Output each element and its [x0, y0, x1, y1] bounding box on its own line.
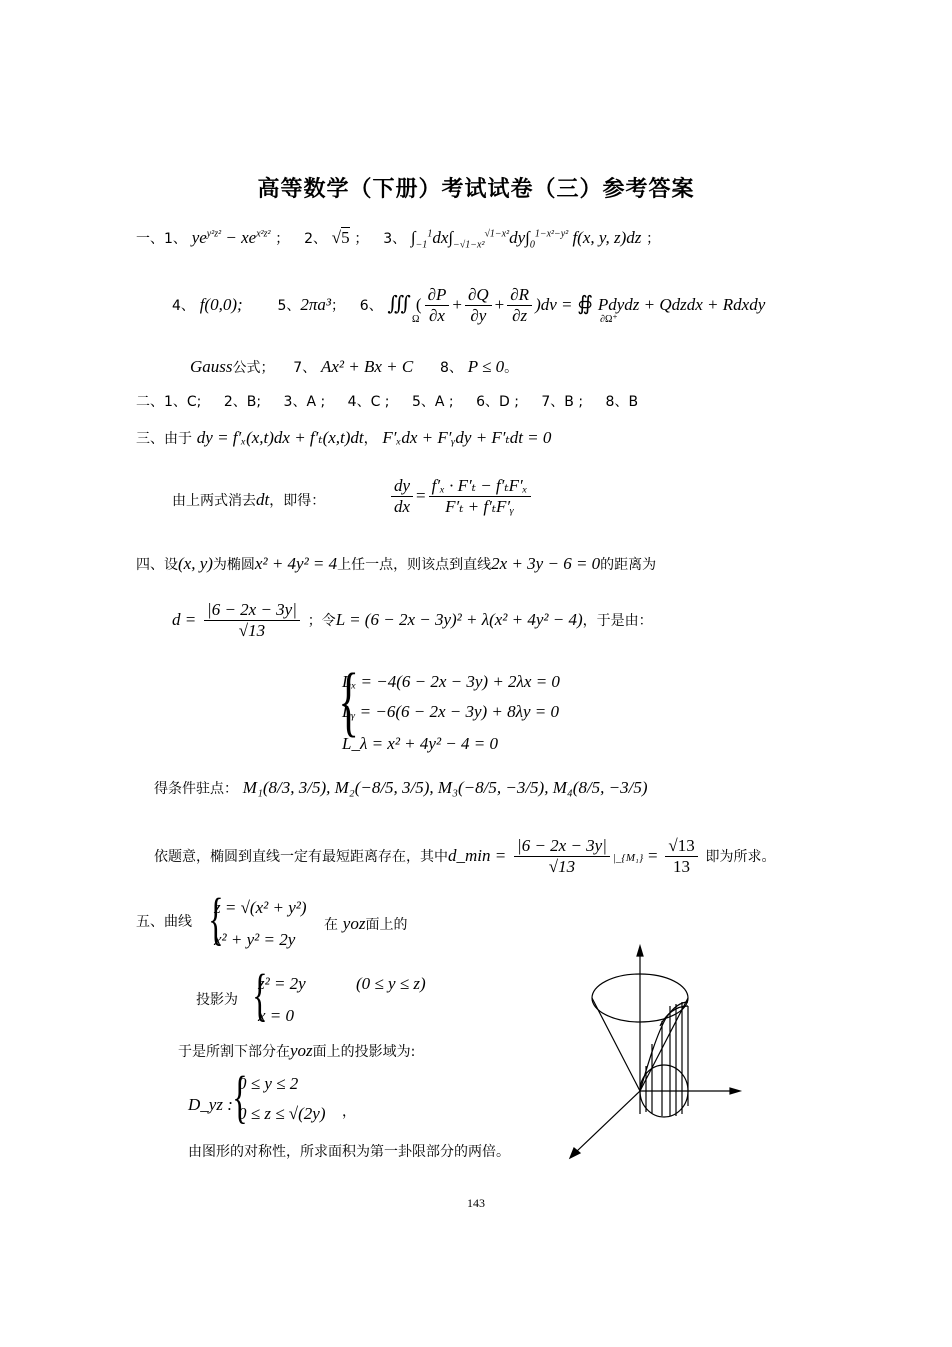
stationary-points-list: M₁(8/3, 3/5), M₂(−8/5, 3/5), M₃(−8/5, −3/5), M₄(8/5, −3/5) — [242, 778, 648, 797]
cone-edge — [640, 998, 688, 1091]
answer4-expression: f(0,0); — [199, 294, 243, 314]
curve-brace-icon: { — [208, 886, 224, 951]
system-brace-icon: { — [338, 657, 360, 744]
distance-formula: d = $\frac{|6 - 2x - 3y|}{√13}$ ；令L = (6 − 2x − 3y)² + λ(x² + 4y² − 4)，于是由： — [172, 600, 653, 641]
total-differential-F: F′ₓdx + F′ᵧdy + F′ₜdt = 0 — [382, 428, 552, 447]
answer1-expression: $ye^{y^2z^2} - xe^{x^2z^2}$ — [191, 228, 271, 247]
page-title: 高等数学（下册）考试试卷（三）参考答案 — [257, 177, 695, 202]
section1-line2: 4、 f(0,0); 5、2πa³； 6、 ∭ ( $\frac{\partial P}{\partial x}$ + $\frac{\partial Q}{\partial y}$ + $\frac{\partial R}{\partial z}$ )dv = ∯ Pdydz + Qdzdx + Rdxdy — [172, 285, 766, 326]
section1-line3: Gauss公式； 7、 Ax² + Bx + C 8、 P ≤ 0。 — [190, 357, 519, 376]
section3-line2: 由上两式消去dt，即得： — [172, 490, 326, 509]
domain-label: D_yz : — [188, 1095, 233, 1114]
x-axis — [576, 1091, 640, 1152]
cone-cylinder-figure — [560, 936, 760, 1166]
choice-answer: 3、A ; — [283, 394, 326, 410]
section3-line1: 三、由于 dy = f′ₓ(x,t)dx + f′ₜ(x,t)dt， F′ₓdx + F′ᵧdy + F′ₜdt = 0 — [136, 428, 552, 447]
section1-line1: 一、1、 $ye^{y^2z^2} - xe^{x^2z^2}$ ； 2、 √5 ； 3、 $\int_{-1}^1dx\int_{-√1-x^2}^{√1-x^2}dy\int_0^{1-x^2-y^2}$ f(x, y, z)dz ； — [136, 228, 661, 251]
projection-brace-icon: { — [252, 962, 268, 1027]
surface-integral-icon: ∯ — [577, 292, 594, 315]
choice-answer: 6、D ; — [476, 394, 519, 410]
section5-label: 五、曲线 — [136, 914, 192, 930]
answer2-expression: √5 — [331, 228, 350, 247]
projection-label: 投影为 — [196, 992, 238, 1008]
line-equation: 2x + 3y − 6 = 0 — [491, 554, 601, 573]
section1-label: 一、1、 — [136, 231, 187, 247]
answer3-expression: $\int_{-1}^1dx\int_{-√1-x^2}^{√1-x^2}dy\int_0^{1-x^2-y^2}$ f(x, y, z)dz — [410, 228, 642, 251]
symmetry-text: 由图形的对称性，所求面积为第一卦限部分的两倍。 — [188, 1144, 510, 1160]
lagrange-function: L = (6 − 2x − 3y)² + λ(x² + 4y² − 4) — [335, 609, 583, 629]
section5-plane-text: 在 yoz面上的 — [324, 914, 408, 933]
system-equation: Lᵧ = −6(6 − 2x − 3y) + 8λy = 0 — [342, 702, 560, 721]
choice-answer: 7、B ; — [541, 394, 584, 410]
answer8-expression: P ≤ 0 — [467, 357, 505, 376]
answer5-expression: 2πa³ — [300, 294, 331, 314]
choice-answer: 2、B; — [223, 394, 262, 410]
section4-conclusion: 依题意，椭圆到直线一定有最短距离存在，其中d_min = $\frac{|6 - 2x - 3y|}{√13}$ |_{M₁} = $\frac{√13}{13}$ 即为所求。 — [154, 836, 776, 877]
section4-intro: 四、设(x, y)为椭圆x² + 4y² = 4上任一点，则该点到直线2x + 3y − 6 = 0的距离为 — [136, 554, 657, 573]
z-axis-arrow-icon — [637, 946, 643, 956]
answer6-rhs: Pdydz + Qdzdx + Rdxdy — [597, 294, 766, 314]
choice-answer: 4、C ; — [347, 394, 390, 410]
section3-result: $\frac{dy}{dx}$ = $\frac{\text{f′ₓ · F′ₜ − f′ₜF′ₓ}}{\text{F′ₜ + f′ₜF′ᵧ}}$ — [388, 476, 534, 518]
triple-integral-icon: ∭ — [387, 292, 412, 315]
ellipse-equation: x² + 4y² = 4 — [254, 554, 338, 573]
projection-domain-text: 于是所割下部分在yoz面上的投影域为: — [178, 1041, 416, 1060]
domega-subscript: ∂Ω⁺ — [600, 314, 618, 325]
choice-answer: 5、A ; — [411, 394, 454, 410]
answer7-expression: Ax² + Bx + C — [321, 357, 414, 376]
omega-subscript: Ω — [412, 314, 420, 325]
section2-line: 二、1、C; 2、B; 3、A ; 4、C ; 5、A ; 6、D ; 7、B ; 8、B — [136, 394, 639, 410]
system-equation: Lₓ = −4(6 − 2x − 3y) + 2λx = 0 — [342, 672, 560, 691]
page-number: 143 — [467, 1196, 485, 1210]
choice-answer: 1、C; — [164, 394, 202, 410]
cone-edge — [592, 998, 640, 1091]
system-equation: L_λ = x² + 4y² − 4 = 0 — [342, 734, 498, 753]
choice-answer: 8、B — [605, 394, 639, 410]
stationary-points: 得条件驻点： M₁(8/3, 3/5), M₂(−8/5, 3/5), M₃(−8/5, −3/5), M₄(8/5, −3/5) — [154, 778, 648, 797]
document-page: 高等数学（下册）考试试卷（三）参考答案 一、1、 $ye^{y^2z^2} - xe^{x^2z^2}$ ； 2、 √5 ； 3、 $\int_{-1}^1dx\int_{-√1-x^2}^{√1-x^2}dy\int_0^{1-x^2-y^2}$ f(x, y, z)dz ； 4、 f(0,0); 5、2πa³； 6、 ∭ ( $\frac{\partial P}{\partial x}$ + $\frac{\partial Q}{\partial y}$ + $\frac{\partial R}{\partial z}$ )dv = ∯ Pdydz + Qdzdx + Rdxdy Ω ∂Ω⁺ Gauss公式； 7、 Ax² + Bx + C 8、 P ≤ 0。 二、1、C; 2、B; 3、A ; 4、C ; 5、A ; 6、D ; 7、B ; 8、B 三、由于 dy = f′ₓ(x,t)dx + f′ₜ(x,t)dt， F′ₓdx + F′ᵧdy + F′ₜdt = 0 由上两式消去dt，即得： $\frac{dy}{dx}$ = $\frac{\text{f′ₓ · F′ₜ − f′ₜF′ₓ}}{\text{F′ₜ + f′ₜF′ᵧ}}$ 四、设(x, y)为椭圆x² + 4y² = 4上任一点，则该点到直线2x + 3y − 6 = 0的距离为 d = $\frac{|6 - 2x - 3y|}{√13}$ ；令L = (6 − 2x − 3y)² + λ(x² + 4y² − 4)，于是由： { Lₓ = −4(6 − 2x − 3y) + 2λx = 0 Lᵧ = −6(6 − 2x − 3y) + 8λy = 0 L_λ = x² + 4y² − 4 = 0 得条件驻点： M₁(8/3, 3/5), M₂(−8/5, 3/5), M₃(−8/5, −3/5), M₄(8/5, −3/5) 依题意，椭圆到直线一定有最短距离存在，其中d_min = $\frac{|6 - 2x - 3y|}{√13}$ |_{M₁} = $\frac{√13}{13}$ 即为所求。 五、曲线 { z = √(x² + y²) x² + y² = 2y 在 yoz面上的 投影为 { z² = 2y (0 ≤ y ≤ z) x = 0 于是所割下部分在yoz面上的投影域为: D_yz : { 0 ≤ y ≤ 2 0 ≤ z ≤ √(2y) ， 由图形的对称性，所求面积为第一卦限部分的两倍。 143 — [0, 0, 952, 1347]
total-differential-dy: dy = f′ₓ(x,t)dx + f′ₜ(x,t)dt — [196, 428, 364, 447]
y-axis-arrow-icon — [730, 1088, 740, 1094]
domain-brace-icon: { — [232, 1064, 248, 1129]
